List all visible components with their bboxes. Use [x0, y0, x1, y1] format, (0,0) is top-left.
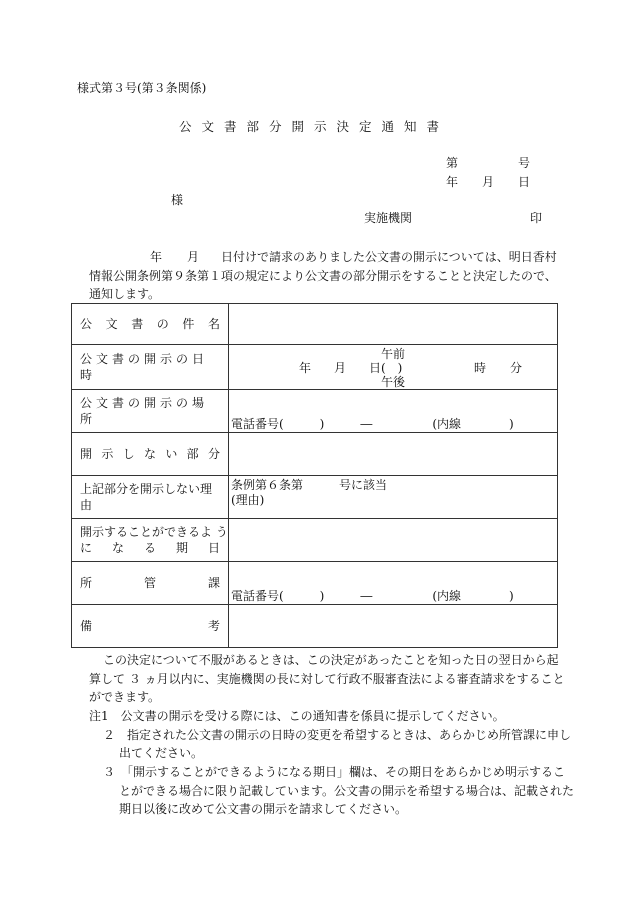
appeal-line-3: ができます。 [89, 690, 161, 704]
form-number: 様式第３号(第３条関係) [77, 81, 207, 95]
label-undisclosed-part [80, 446, 220, 462]
label-char: 部 [186, 447, 199, 461]
phone-line: 電話番号( ) ― (内線 ) [231, 589, 514, 603]
label-char: な [111, 541, 124, 555]
table-row [72, 476, 558, 519]
number-dai: 第 [446, 156, 459, 170]
label-char: 考 [207, 619, 220, 633]
label-char: に [80, 541, 93, 555]
disclosure-table [71, 303, 558, 648]
label-char: 開 [80, 447, 93, 461]
label-char: 示 [101, 447, 114, 461]
label-char: 公 [80, 317, 93, 331]
label-cell [72, 390, 229, 433]
label-nondisclosure-reason: 上記部分を開示しない理由 [80, 482, 213, 512]
label-char: 文 [105, 317, 118, 331]
addressee-sama: 様 [171, 193, 184, 207]
appeal-line-1: この決定について不服があるときは、この決定があったことを知った日の翌日から起 [103, 653, 559, 667]
intro-line-3: 通知します。 [89, 287, 161, 301]
label-cell [72, 476, 229, 519]
label-char: 課 [207, 576, 220, 590]
am-label: 午前 [381, 347, 406, 361]
label-char: 名 [207, 317, 220, 331]
label-char: の [156, 317, 169, 331]
value-remarks [229, 605, 558, 648]
value-document-name [229, 304, 558, 345]
label-remarks [80, 618, 220, 634]
reason-article: 条例第６条第 号に該当 [231, 478, 388, 492]
label-cell [72, 433, 229, 476]
label-char: る [143, 541, 156, 555]
phone-line: 電話番号( ) ― (内線 ) [231, 417, 514, 431]
table-row [72, 345, 558, 390]
label-cell [72, 304, 229, 345]
note-3-line-1: ３ 「開示することができるようになる期日」欄は、その期日をあらかじめ明示するこ [103, 765, 566, 779]
label-disclosure-datetime: 公文書の開示の日時 [80, 352, 209, 382]
label-char: 分 [207, 447, 220, 461]
label-char: し [122, 447, 135, 461]
note-3-line-3: 期日以後に改めて公文書の開示を請求してください。 [119, 802, 408, 816]
label-disclosable-date [80, 524, 228, 556]
table-row [72, 433, 558, 476]
table-row [72, 519, 558, 562]
reason-label: (理由) [231, 493, 265, 507]
label-char: 所 [80, 576, 93, 590]
label-document-name [80, 316, 220, 332]
value-disclosure-place [229, 390, 558, 433]
note-1: 注1 公文書の開示を受ける際には、この通知書を係員に提示してください。 [89, 709, 505, 723]
intro-tsuki: 月 [187, 250, 200, 264]
label-char: 管 [143, 576, 156, 590]
number-go: 号 [518, 156, 531, 170]
label-line-1: 開示することができるよ う [80, 525, 228, 539]
note-2-line-1: ２ 指定された公文書の開示の日時の変更を希望するときは、あらかじめ所管課に申し [103, 728, 572, 742]
value-disclosable-date [229, 519, 558, 562]
label-char: 書 [131, 317, 144, 331]
label-department [80, 575, 220, 591]
table-row [72, 605, 558, 648]
table-row [72, 304, 558, 345]
dt-fun: 分 [510, 361, 523, 375]
agency-label: 実施機関 [364, 211, 413, 225]
label-cell [72, 345, 229, 390]
dt-hi: 日( ) [369, 361, 403, 375]
label-line-2 [80, 540, 220, 556]
label-char: 備 [80, 619, 93, 633]
label-cell [72, 605, 229, 648]
dt-tsuki: 月 [334, 361, 347, 375]
date-tsuki: 月 [482, 175, 495, 189]
value-department [229, 562, 558, 605]
dt-ji: 時 [474, 361, 487, 375]
date-nen: 年 [446, 175, 459, 189]
date-hi: 日 [518, 175, 531, 189]
table-row [72, 390, 558, 433]
table-row [72, 562, 558, 605]
document-title: 公文書部分開示決定通知書 [179, 119, 450, 134]
label-char: な [143, 447, 156, 461]
value-nondisclosure-reason [229, 476, 558, 519]
intro-line-1: 日付けで請求のありました公文書の開示については、明日香村 [221, 250, 557, 264]
pm-label: 午後 [381, 375, 406, 389]
value-undisclosed-part [229, 433, 558, 476]
dt-nen: 年 [299, 361, 312, 375]
label-char: 件 [182, 317, 195, 331]
label-cell [72, 519, 229, 562]
note-2-line-2: 出てください。 [119, 746, 204, 760]
value-disclosure-datetime [229, 345, 558, 390]
label-char: い [165, 447, 178, 461]
label-char: 期 [175, 541, 188, 555]
appeal-line-2: 算して ３ ヵ月以内に、実施機関の長に対して行政不服審査法による審査請求をすること [89, 672, 565, 686]
label-cell [72, 562, 229, 605]
seal-mark: 印 [530, 211, 543, 225]
intro-nen: 年 [150, 250, 163, 264]
label-disclosure-place: 公文書の開示の場所 [80, 396, 209, 426]
intro-line-2: 情報公開条例第９条第１項の規定により公文書の部分開示をすることと決定したので、 [89, 269, 557, 283]
note-3-line-2: とができる場合に限り記載しています。公文書の開示を希望する場合は、記載された [119, 784, 575, 798]
label-char: 日 [207, 541, 220, 555]
